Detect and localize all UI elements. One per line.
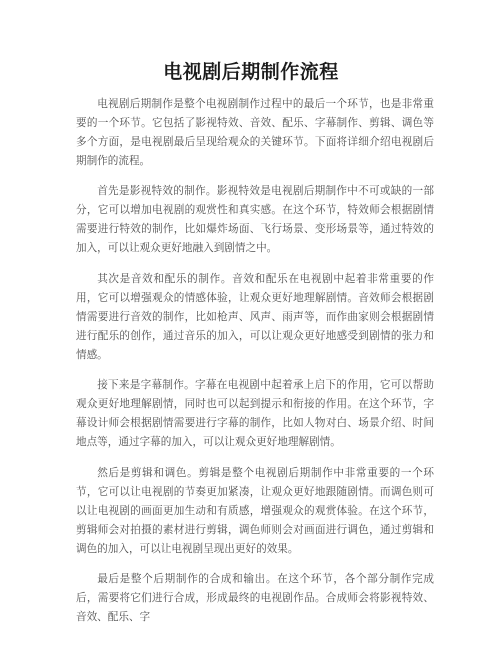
paragraph-visual-effects: 首先是影视特效的制作。影视特效是电视剧后期制作中不可或缺的一部分，它可以增加电视剧的观赏性和真实感。在这个环节，特效师会根据剧情需要进行特效的制作，比如爆炸场面、飞行场景、变形场景等，通过特效的加入，可以让观众更好地融入到剧情之中。 [76, 185, 434, 255]
paragraph-sound-music: 其次是音效和配乐的制作。音效和配乐在电视剧中起着非常重要的作用，它可以增强观众的情感体验，让观众更好地理解剧情。音效师会根据剧情需要进行音效的制作，比如枪声、风声、雨声等，而作曲家则会根据剧情进行配乐的创作，通过音乐的加入，可以让观众更好地感受到剧情的张力和情感。 [76, 272, 434, 361]
paragraph-intro: 电视剧后期制作是整个电视剧制作过程中的最后一个环节，也是非常重要的一个环节。它包括了影视特效、音效、配乐、字幕制作、剪辑、调色等多个方面，是电视剧最后呈现给观众的关键环节。下面将详细介绍电视剧后期制作的流程。 [76, 98, 434, 167]
paragraph-editing-grading: 然后是剪辑和调色。剪辑是整个电视剧后期制作中非常重要的一个环节，它可以让电视剧的节奏更加紧凑，让观众更好地跟随剧情。而调色则可以让电视剧的画面更加生动和有质感，增强观众的观赏体验。在这个环节，剪辑师会对拍摄的素材进行剪辑，调色师则会对画面进行调色，通过剪辑和调色的加入，可以让电视剧呈现出更好的效果。 [76, 466, 434, 555]
paragraph-compositing-output: 最后是整个后期制作的合成和输出。在这个环节，各个部分制作完成后，需要将它们进行合成，形成最终的电视剧作品。合成师会将影视特效、音效、配乐、字 [76, 572, 434, 623]
document-body [76, 95, 434, 638]
paragraph-subtitles: 接下来是字幕制作。字幕在电视剧中起着承上启下的作用，它可以帮助观众更好地理解剧情，同时也可以起到提示和衔接的作用。在这个环节，字幕设计师会根据剧情需要进行字幕的制作，比如人物对白、场景介绍、时间地点等，通过字幕的加入，可以让观众更好地理解剧情。 [76, 379, 434, 449]
document-title: 电视剧后期制作流程 [163, 61, 339, 83]
